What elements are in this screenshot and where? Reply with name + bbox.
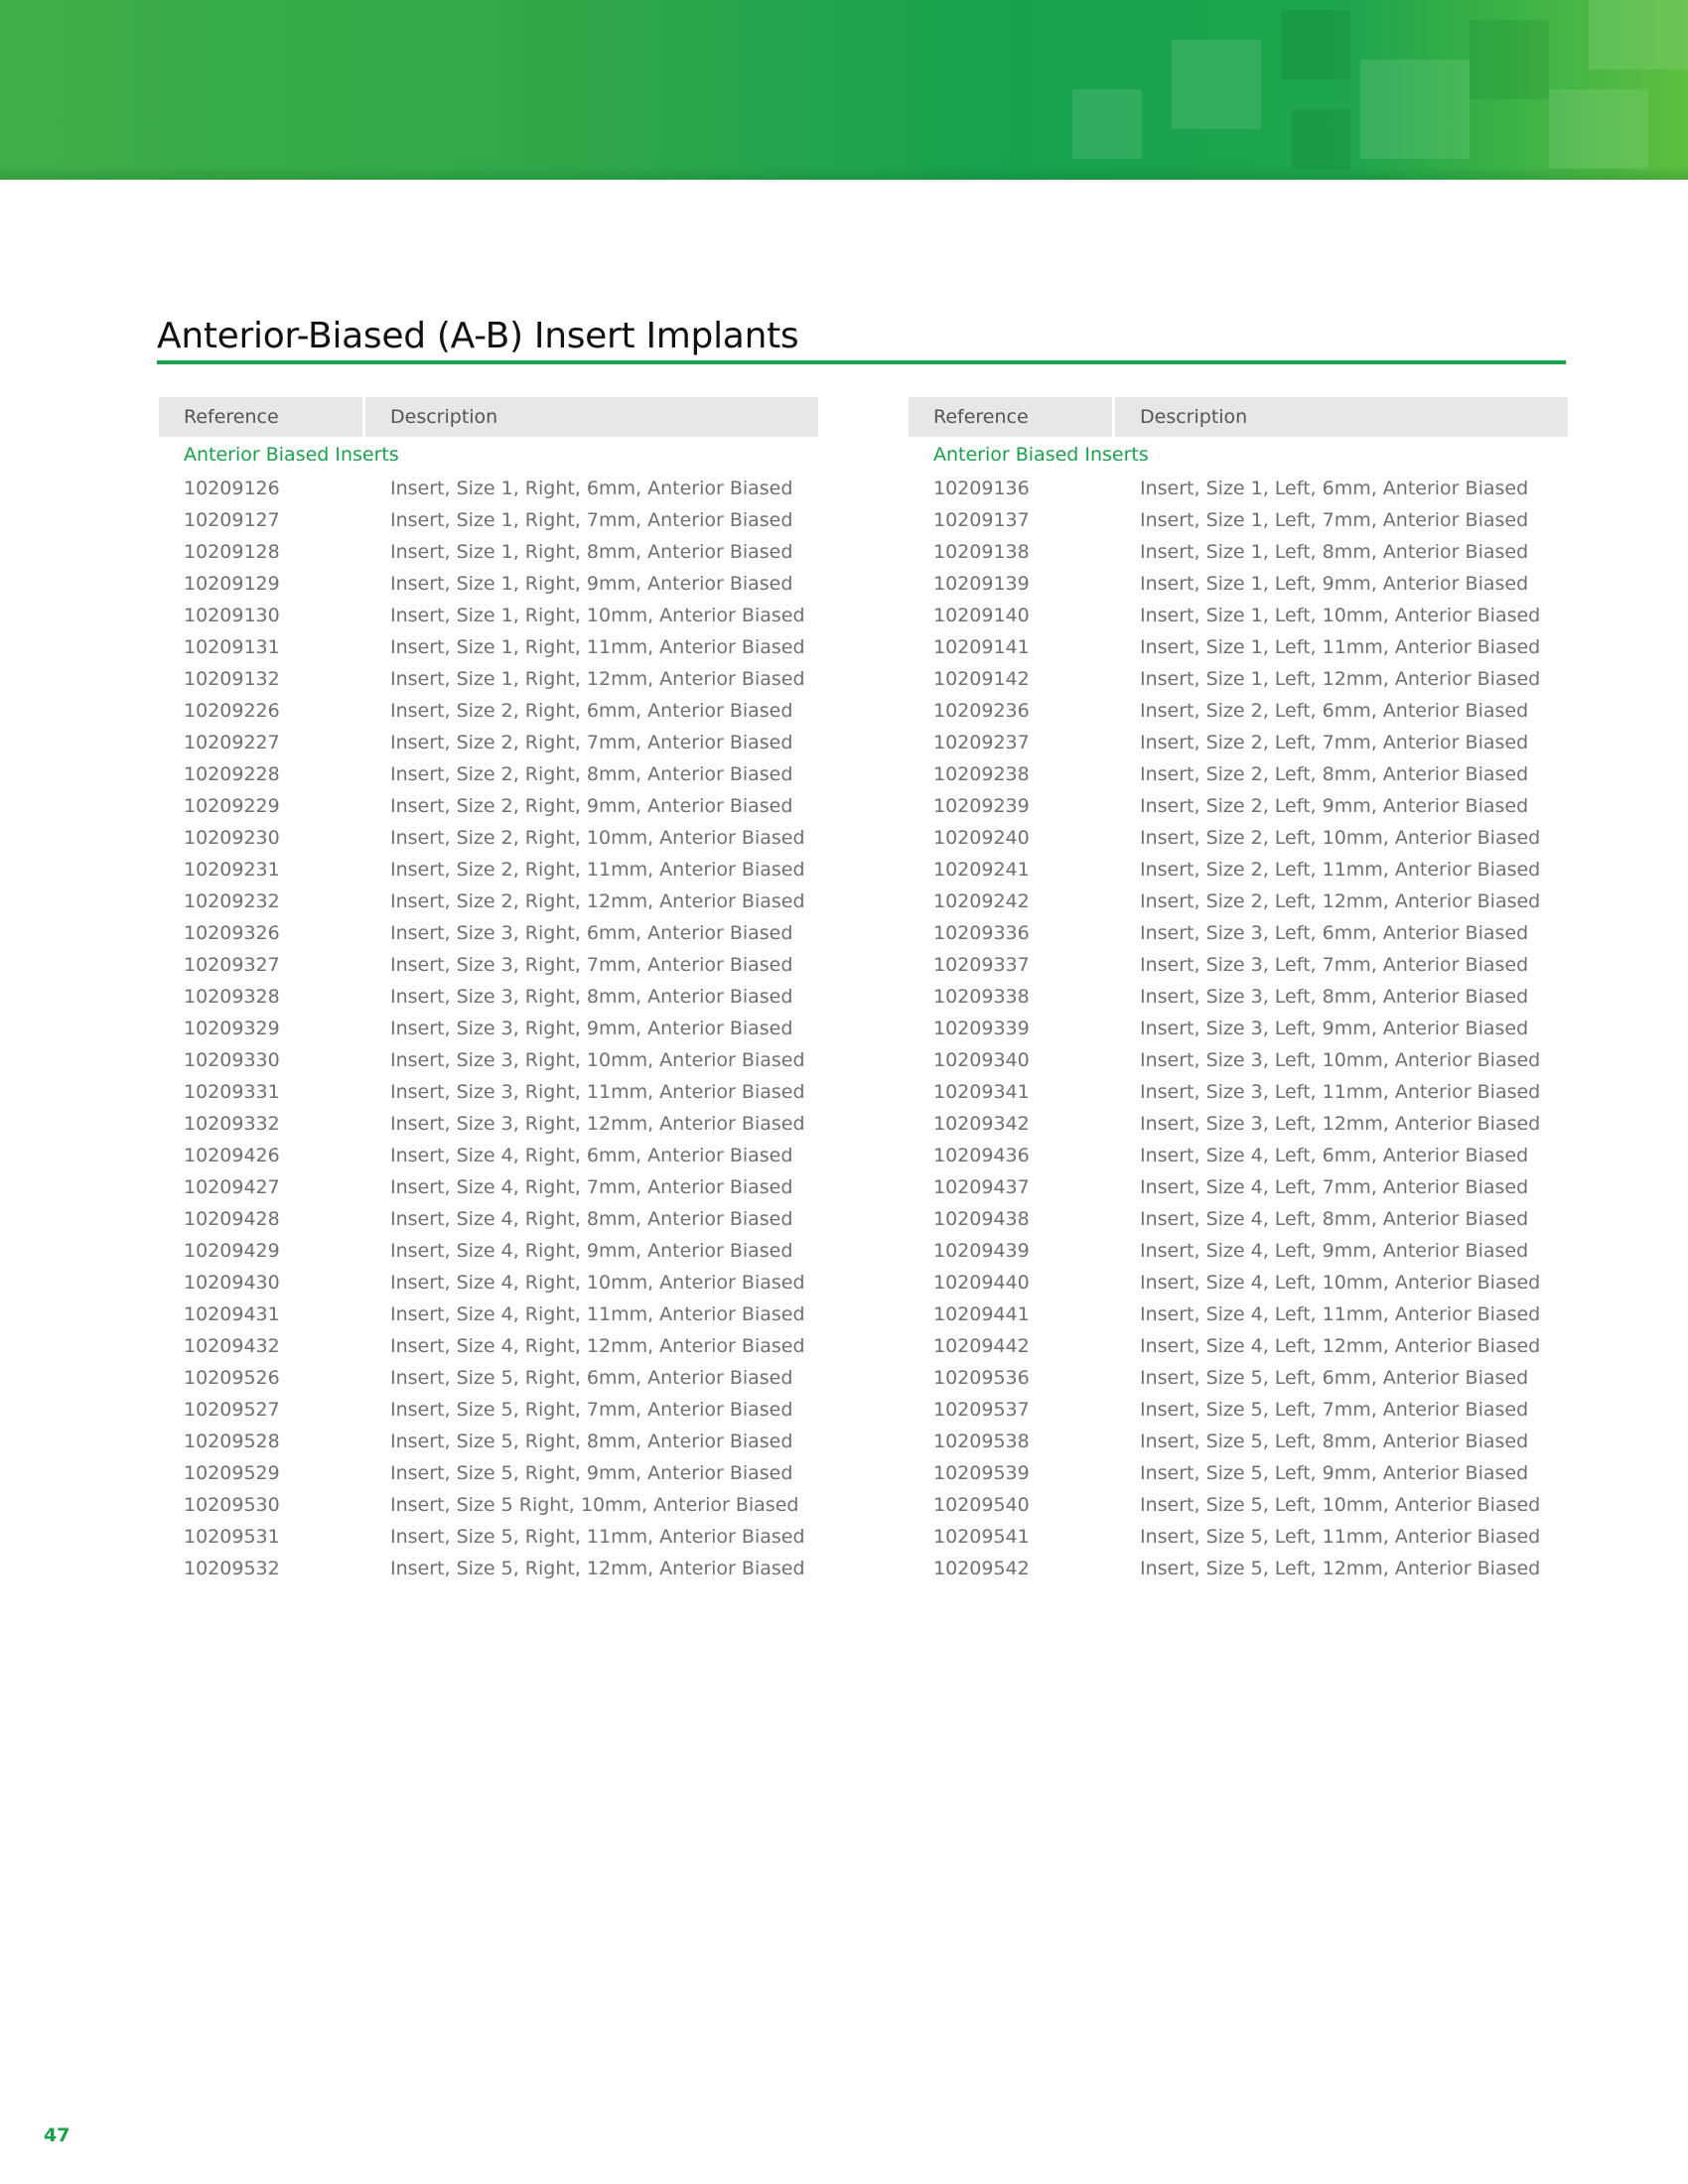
reference-cell: 10209139 (933, 573, 1030, 595)
table-row (159, 1457, 818, 1489)
description-cell: Insert, Size 4, Left, 11mm, Anterior Biased (1140, 1303, 1541, 1325)
section-heading: Anterior Biased Inserts (933, 444, 1149, 466)
reference-cell: 10209536 (933, 1367, 1030, 1389)
table-row (159, 981, 818, 1013)
description-cell: Insert, Size 1, Right, 6mm, Anterior Biased (390, 478, 793, 499)
banner-tile (1281, 10, 1350, 79)
table-row (159, 600, 818, 631)
table-header (159, 397, 818, 437)
table-row (909, 790, 1568, 822)
table-row (159, 727, 818, 758)
reference-cell: 10209238 (933, 763, 1030, 785)
table-row (909, 1298, 1568, 1330)
table-row (159, 1298, 818, 1330)
description-cell: Insert, Size 5 Right, 10mm, Anterior Biased (390, 1494, 799, 1516)
table-row (159, 1076, 818, 1108)
reference-cell: 10209140 (933, 605, 1030, 626)
description-cell: Insert, Size 1, Right, 8mm, Anterior Biased (390, 541, 793, 563)
table-row (159, 854, 818, 886)
description-cell: Insert, Size 1, Left, 6mm, Anterior Biased (1140, 478, 1529, 499)
banner-tile (1072, 89, 1142, 159)
reference-cell: 10209131 (184, 636, 280, 658)
table-row (159, 1521, 818, 1553)
description-cell: Insert, Size 5, Right, 12mm, Anterior Biased (390, 1558, 805, 1579)
description-cell: Insert, Size 1, Right, 12mm, Anterior Biased (390, 668, 805, 690)
reference-cell: 10209230 (184, 827, 280, 849)
table-row (159, 1426, 818, 1457)
table-row (159, 917, 818, 949)
reference-cell: 10209130 (184, 605, 280, 626)
reference-cell: 10209332 (184, 1113, 280, 1135)
description-cell: Insert, Size 2, Left, 6mm, Anterior Biased (1140, 700, 1529, 722)
description-cell: Insert, Size 2, Right, 6mm, Anterior Biased (390, 700, 793, 722)
table-row (909, 854, 1568, 886)
page-number: 47 (44, 2124, 70, 2146)
reference-cell: 10209240 (933, 827, 1030, 849)
table-row (909, 917, 1568, 949)
description-cell: Insert, Size 4, Right, 6mm, Anterior Biased (390, 1145, 793, 1166)
reference-cell: 10209241 (933, 859, 1030, 881)
table-row (159, 790, 818, 822)
description-cell: Insert, Size 2, Right, 8mm, Anterior Biased (390, 763, 793, 785)
reference-cell: 10209126 (184, 478, 280, 499)
description-cell: Insert, Size 1, Left, 12mm, Anterior Biased (1140, 668, 1541, 690)
table-row (909, 1489, 1568, 1521)
description-cell: Insert, Size 2, Left, 10mm, Anterior Biased (1140, 827, 1541, 849)
description-cell: Insert, Size 1, Left, 7mm, Anterior Biased (1140, 509, 1529, 531)
description-cell: Insert, Size 4, Right, 7mm, Anterior Biased (390, 1176, 793, 1198)
description-cell: Insert, Size 1, Left, 10mm, Anterior Biased (1140, 605, 1541, 626)
reference-cell: 10209538 (933, 1431, 1030, 1452)
reference-cell: 10209527 (184, 1399, 280, 1421)
description-cell: Insert, Size 2, Right, 11mm, Anterior Biased (390, 859, 805, 881)
table-row (909, 1171, 1568, 1203)
reference-cell: 10209426 (184, 1145, 280, 1166)
reference-cell: 10209328 (184, 986, 280, 1008)
table-row (909, 1076, 1568, 1108)
parts-table-right-side (159, 397, 818, 1584)
table-header (909, 397, 1568, 437)
table-row (159, 536, 818, 568)
description-column-header: Description (365, 397, 818, 437)
description-cell: Insert, Size 2, Left, 12mm, Anterior Biased (1140, 890, 1541, 912)
description-cell: Insert, Size 5, Left, 8mm, Anterior Biased (1140, 1431, 1529, 1452)
reference-cell: 10209542 (933, 1558, 1030, 1579)
description-cell: Insert, Size 3, Right, 6mm, Anterior Biased (390, 922, 793, 944)
section-heading: Anterior Biased Inserts (184, 444, 399, 466)
table-row (159, 504, 818, 536)
table-row (909, 1203, 1568, 1235)
reference-cell: 10209438 (933, 1208, 1030, 1230)
table-row (909, 981, 1568, 1013)
table-row (159, 1171, 818, 1203)
table-row (909, 1140, 1568, 1171)
reference-cell: 10209141 (933, 636, 1030, 658)
banner-tile (1291, 109, 1350, 169)
reference-column-header: Reference (159, 397, 362, 437)
table-row (909, 1235, 1568, 1267)
reference-cell: 10209532 (184, 1558, 280, 1579)
table-row (159, 1489, 818, 1521)
reference-cell: 10209441 (933, 1303, 1030, 1325)
table-row (159, 758, 818, 790)
reference-cell: 10209330 (184, 1049, 280, 1071)
description-cell: Insert, Size 5, Right, 11mm, Anterior Biased (390, 1526, 805, 1548)
table-row (159, 568, 818, 600)
description-cell: Insert, Size 4, Right, 8mm, Anterior Biased (390, 1208, 793, 1230)
description-cell: Insert, Size 3, Left, 10mm, Anterior Biased (1140, 1049, 1541, 1071)
reference-cell: 10209236 (933, 700, 1030, 722)
description-cell: Insert, Size 5, Left, 7mm, Anterior Biased (1140, 1399, 1529, 1421)
description-cell: Insert, Size 4, Right, 10mm, Anterior Biased (390, 1272, 805, 1294)
description-cell: Insert, Size 1, Left, 11mm, Anterior Biased (1140, 636, 1541, 658)
reference-cell: 10209231 (184, 859, 280, 881)
reference-cell: 10209529 (184, 1462, 280, 1484)
reference-cell: 10209128 (184, 541, 280, 563)
reference-cell: 10209427 (184, 1176, 280, 1198)
table-row (909, 1457, 1568, 1489)
description-cell: Insert, Size 1, Right, 7mm, Anterior Biased (390, 509, 793, 531)
description-cell: Insert, Size 5, Left, 12mm, Anterior Biased (1140, 1558, 1541, 1579)
description-cell: Insert, Size 4, Right, 9mm, Anterior Biased (390, 1240, 793, 1262)
description-cell: Insert, Size 2, Left, 9mm, Anterior Biased (1140, 795, 1529, 817)
description-cell: Insert, Size 3, Left, 6mm, Anterior Biased (1140, 922, 1529, 944)
description-cell: Insert, Size 3, Right, 9mm, Anterior Biased (390, 1018, 793, 1039)
description-cell: Insert, Size 2, Right, 10mm, Anterior Biased (390, 827, 805, 849)
reference-cell: 10209337 (933, 954, 1030, 976)
description-cell: Insert, Size 3, Right, 10mm, Anterior Biased (390, 1049, 805, 1071)
table-row (909, 631, 1568, 663)
table-row (909, 1267, 1568, 1298)
reference-cell: 10209326 (184, 922, 280, 944)
reference-cell: 10209136 (933, 478, 1030, 499)
reference-cell: 10209541 (933, 1526, 1030, 1548)
reference-cell: 10209338 (933, 986, 1030, 1008)
description-cell: Insert, Size 3, Left, 9mm, Anterior Biased (1140, 1018, 1529, 1039)
reference-cell: 10209331 (184, 1081, 280, 1103)
description-cell: Insert, Size 1, Right, 10mm, Anterior Biased (390, 605, 805, 626)
description-cell: Insert, Size 5, Left, 11mm, Anterior Biased (1140, 1526, 1541, 1548)
reference-cell: 10209431 (184, 1303, 280, 1325)
description-cell: Insert, Size 5, Right, 9mm, Anterior Biased (390, 1462, 793, 1484)
description-cell: Insert, Size 5, Left, 10mm, Anterior Biased (1140, 1494, 1541, 1516)
table-row (159, 1330, 818, 1362)
reference-cell: 10209229 (184, 795, 280, 817)
table-row (159, 1394, 818, 1426)
reference-cell: 10209237 (933, 732, 1030, 753)
table-row (909, 727, 1568, 758)
table-row (159, 1235, 818, 1267)
table-row (909, 600, 1568, 631)
description-cell: Insert, Size 5, Right, 6mm, Anterior Biased (390, 1367, 793, 1389)
table-row (159, 822, 818, 854)
table-row (909, 1521, 1568, 1553)
reference-cell: 10209129 (184, 573, 280, 595)
page-title: Anterior-Biased (A-B) Insert Implants (157, 316, 799, 356)
reference-cell: 10209537 (933, 1399, 1030, 1421)
description-cell: Insert, Size 4, Left, 6mm, Anterior Biased (1140, 1145, 1529, 1166)
reference-cell: 10209437 (933, 1176, 1030, 1198)
reference-cell: 10209138 (933, 541, 1030, 563)
table-row (159, 1553, 818, 1584)
description-cell: Insert, Size 2, Right, 12mm, Anterior Biased (390, 890, 805, 912)
description-cell: Insert, Size 4, Left, 7mm, Anterior Biased (1140, 1176, 1529, 1198)
table-row (909, 949, 1568, 981)
reference-cell: 10209531 (184, 1526, 280, 1548)
table-row (159, 1108, 818, 1140)
reference-cell: 10209540 (933, 1494, 1030, 1516)
description-cell: Insert, Size 2, Right, 9mm, Anterior Biased (390, 795, 793, 817)
reference-cell: 10209226 (184, 700, 280, 722)
reference-cell: 10209530 (184, 1494, 280, 1516)
reference-cell: 10209342 (933, 1113, 1030, 1135)
reference-cell: 10209239 (933, 795, 1030, 817)
table-row (159, 631, 818, 663)
description-cell: Insert, Size 2, Left, 7mm, Anterior Biased (1140, 732, 1529, 753)
reference-cell: 10209137 (933, 509, 1030, 531)
table-row (159, 663, 818, 695)
table-row (909, 758, 1568, 790)
description-cell: Insert, Size 4, Left, 10mm, Anterior Biased (1140, 1272, 1541, 1294)
table-body (159, 473, 818, 1584)
header-banner (0, 0, 1688, 180)
table-row (909, 568, 1568, 600)
description-cell: Insert, Size 5, Right, 7mm, Anterior Biased (390, 1399, 793, 1421)
reference-cell: 10209428 (184, 1208, 280, 1230)
reference-cell: 10209228 (184, 763, 280, 785)
description-cell: Insert, Size 3, Right, 11mm, Anterior Biased (390, 1081, 805, 1103)
parts-table-left-side (909, 397, 1568, 1584)
description-cell: Insert, Size 5, Right, 8mm, Anterior Biased (390, 1431, 793, 1452)
reference-cell: 10209242 (933, 890, 1030, 912)
table-row (909, 1394, 1568, 1426)
table-row (159, 1044, 818, 1076)
table-row (159, 1362, 818, 1394)
table-row (159, 1203, 818, 1235)
description-cell: Insert, Size 1, Left, 8mm, Anterior Biased (1140, 541, 1529, 563)
table-row (909, 822, 1568, 854)
description-cell: Insert, Size 5, Left, 6mm, Anterior Biased (1140, 1367, 1529, 1389)
description-cell: Insert, Size 1, Left, 9mm, Anterior Biased (1140, 573, 1529, 595)
reference-cell: 10209329 (184, 1018, 280, 1039)
description-cell: Insert, Size 3, Left, 8mm, Anterior Biased (1140, 986, 1529, 1008)
table-row (909, 1108, 1568, 1140)
table-row (159, 473, 818, 504)
table-row (159, 1013, 818, 1044)
reference-cell: 10209439 (933, 1240, 1030, 1262)
reference-cell: 10209432 (184, 1335, 280, 1357)
reference-cell: 10209442 (933, 1335, 1030, 1357)
reference-cell: 10209340 (933, 1049, 1030, 1071)
reference-cell: 10209127 (184, 509, 280, 531)
description-cell: Insert, Size 2, Right, 7mm, Anterior Biased (390, 732, 793, 753)
table-row (909, 1013, 1568, 1044)
table-row (909, 1426, 1568, 1457)
reference-cell: 10209232 (184, 890, 280, 912)
reference-cell: 10209528 (184, 1431, 280, 1452)
description-cell: Insert, Size 3, Right, 7mm, Anterior Biased (390, 954, 793, 976)
description-column-header: Description (1115, 397, 1568, 437)
banner-tile (1172, 40, 1261, 129)
reference-column-header: Reference (909, 397, 1112, 437)
banner-tile (1470, 20, 1549, 99)
description-cell: Insert, Size 3, Left, 7mm, Anterior Biased (1140, 954, 1529, 976)
description-cell: Insert, Size 1, Right, 9mm, Anterior Biased (390, 573, 793, 595)
table-row (909, 1553, 1568, 1584)
table-row (909, 663, 1568, 695)
description-cell: Insert, Size 4, Right, 12mm, Anterior Biased (390, 1335, 805, 1357)
table-row (909, 504, 1568, 536)
description-cell: Insert, Size 4, Left, 8mm, Anterior Biased (1140, 1208, 1529, 1230)
description-cell: Insert, Size 4, Right, 11mm, Anterior Biased (390, 1303, 805, 1325)
reference-cell: 10209227 (184, 732, 280, 753)
table-row (909, 1044, 1568, 1076)
reference-cell: 10209436 (933, 1145, 1030, 1166)
reference-cell: 10209429 (184, 1240, 280, 1262)
reference-cell: 10209339 (933, 1018, 1030, 1039)
description-cell: Insert, Size 5, Left, 9mm, Anterior Biased (1140, 1462, 1529, 1484)
description-cell: Insert, Size 4, Left, 12mm, Anterior Biased (1140, 1335, 1541, 1357)
description-cell: Insert, Size 2, Left, 8mm, Anterior Biased (1140, 763, 1529, 785)
reference-cell: 10209526 (184, 1367, 280, 1389)
reference-cell: 10209336 (933, 922, 1030, 944)
reference-cell: 10209132 (184, 668, 280, 690)
banner-tile (1549, 89, 1648, 169)
description-cell: Insert, Size 3, Right, 12mm, Anterior Biased (390, 1113, 805, 1135)
reference-cell: 10209142 (933, 668, 1030, 690)
banner-tile (1360, 60, 1470, 159)
table-row (909, 886, 1568, 917)
description-cell: Insert, Size 3, Right, 8mm, Anterior Biased (390, 986, 793, 1008)
reference-cell: 10209327 (184, 954, 280, 976)
banner-tile (1589, 0, 1688, 69)
reference-cell: 10209539 (933, 1462, 1030, 1484)
table-row (159, 1267, 818, 1298)
reference-cell: 10209430 (184, 1272, 280, 1294)
table-row (159, 1140, 818, 1171)
table-row (909, 1362, 1568, 1394)
description-cell: Insert, Size 2, Left, 11mm, Anterior Biased (1140, 859, 1541, 881)
reference-cell: 10209440 (933, 1272, 1030, 1294)
table-body (909, 473, 1568, 1584)
description-cell: Insert, Size 4, Left, 9mm, Anterior Biased (1140, 1240, 1529, 1262)
description-cell: Insert, Size 3, Left, 11mm, Anterior Biased (1140, 1081, 1541, 1103)
description-cell: Insert, Size 3, Left, 12mm, Anterior Biased (1140, 1113, 1541, 1135)
title-rule (157, 360, 1566, 364)
table-row (159, 949, 818, 981)
reference-cell: 10209341 (933, 1081, 1030, 1103)
table-row (909, 473, 1568, 504)
table-row (909, 1330, 1568, 1362)
table-row (159, 886, 818, 917)
table-row (159, 695, 818, 727)
description-cell: Insert, Size 1, Right, 11mm, Anterior Biased (390, 636, 805, 658)
table-row (909, 536, 1568, 568)
table-row (909, 695, 1568, 727)
